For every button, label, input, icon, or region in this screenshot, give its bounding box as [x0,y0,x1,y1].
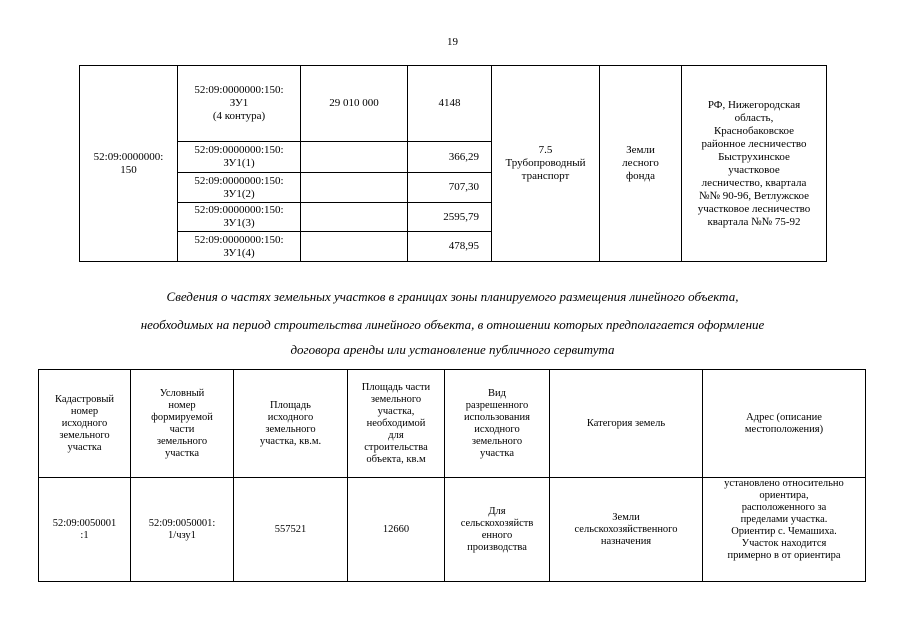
header-use: Вид разрешенного использования исходного земельного участка [445,370,550,478]
area-part-cell: 2595,79 [408,203,492,232]
address-cell: установлено относительно ориентира, расположенного за пределами участка. Ориентир с. Чемашиха. Участок находится примерно в от ориентира [703,478,866,582]
table2-data-row [39,478,866,582]
use-cell: Для сельскохозяйств енного производства [445,478,550,582]
header-address: Адрес (описание местоположения) [703,370,866,478]
area-source-cell [301,142,408,173]
caption-line-2: необходимых на период строительства линейного объекта, в отношении которых предполагается оформление [140,317,765,332]
category-cell: Земли сельскохозяйственного назначения [550,478,703,582]
plot-number-cell: 52:09:0000000:150: ЗУ1(1) [178,142,301,173]
area-part-cell: 4148 [408,66,492,142]
cadastral-number-cell: 52:09:0000000: 150 [80,66,178,262]
area-part-cell: 478,95 [408,232,492,262]
caption-line-1: Сведения о частях земельных участков в границах зоны планируемого размещения линейного объекта, [166,289,739,304]
header-area-source: Площадь исходного земельного участка, кв.м. [234,370,348,478]
caption-line-3: договора аренды или установление публичного сервитута [290,342,615,357]
plot-number-cell: 52:09:0000000:150: ЗУ1(3) [178,203,301,232]
address-cell: РФ, Нижегородская область, Краснобаковское районное лесничество Быструхинское участковое лесничество, квартала №№ 90-96, Ветлужское участковое лесничество квартала №№ 75-92 [682,66,827,262]
area-source-cell [301,203,408,232]
table1-row-main [80,66,827,142]
area-source-cell: 557521 [234,478,348,582]
area-source-cell [301,173,408,203]
area-part-cell: 707,30 [408,173,492,203]
area-part-cell: 366,29 [408,142,492,173]
page-number: 19 [447,36,458,48]
area-part-cell: 12660 [348,478,445,582]
land-plots-table [79,65,827,262]
table2-header-row [39,370,866,478]
area-source-cell [301,232,408,262]
land-category-cell: Земли лесного фонда [600,66,682,262]
area-source-cell: 29 010 000 [301,66,408,142]
plot-number-cell: 52:09:0000000:150: ЗУ1(4) [178,232,301,262]
header-area-part: Площадь части земельного участка, необходимой для строительства объекта, кв.м [348,370,445,478]
header-number: Условный номер формируемой части земельного участка [131,370,234,478]
cadastral-cell: 52:09:0050001 :1 [39,478,131,582]
plot-number-cell: 52:09:0000000:150: ЗУ1 (4 контура) [178,66,301,142]
land-plot-parts-table [38,369,866,582]
permitted-use-cell: 7.5 Трубопроводный транспорт [492,66,600,262]
header-cadastral: Кадастровый номер исходного земельного участка [39,370,131,478]
header-category: Категория земель [550,370,703,478]
number-cell: 52:09:0050001: 1/чзу1 [131,478,234,582]
plot-number-cell: 52:09:0000000:150: ЗУ1(2) [178,173,301,203]
